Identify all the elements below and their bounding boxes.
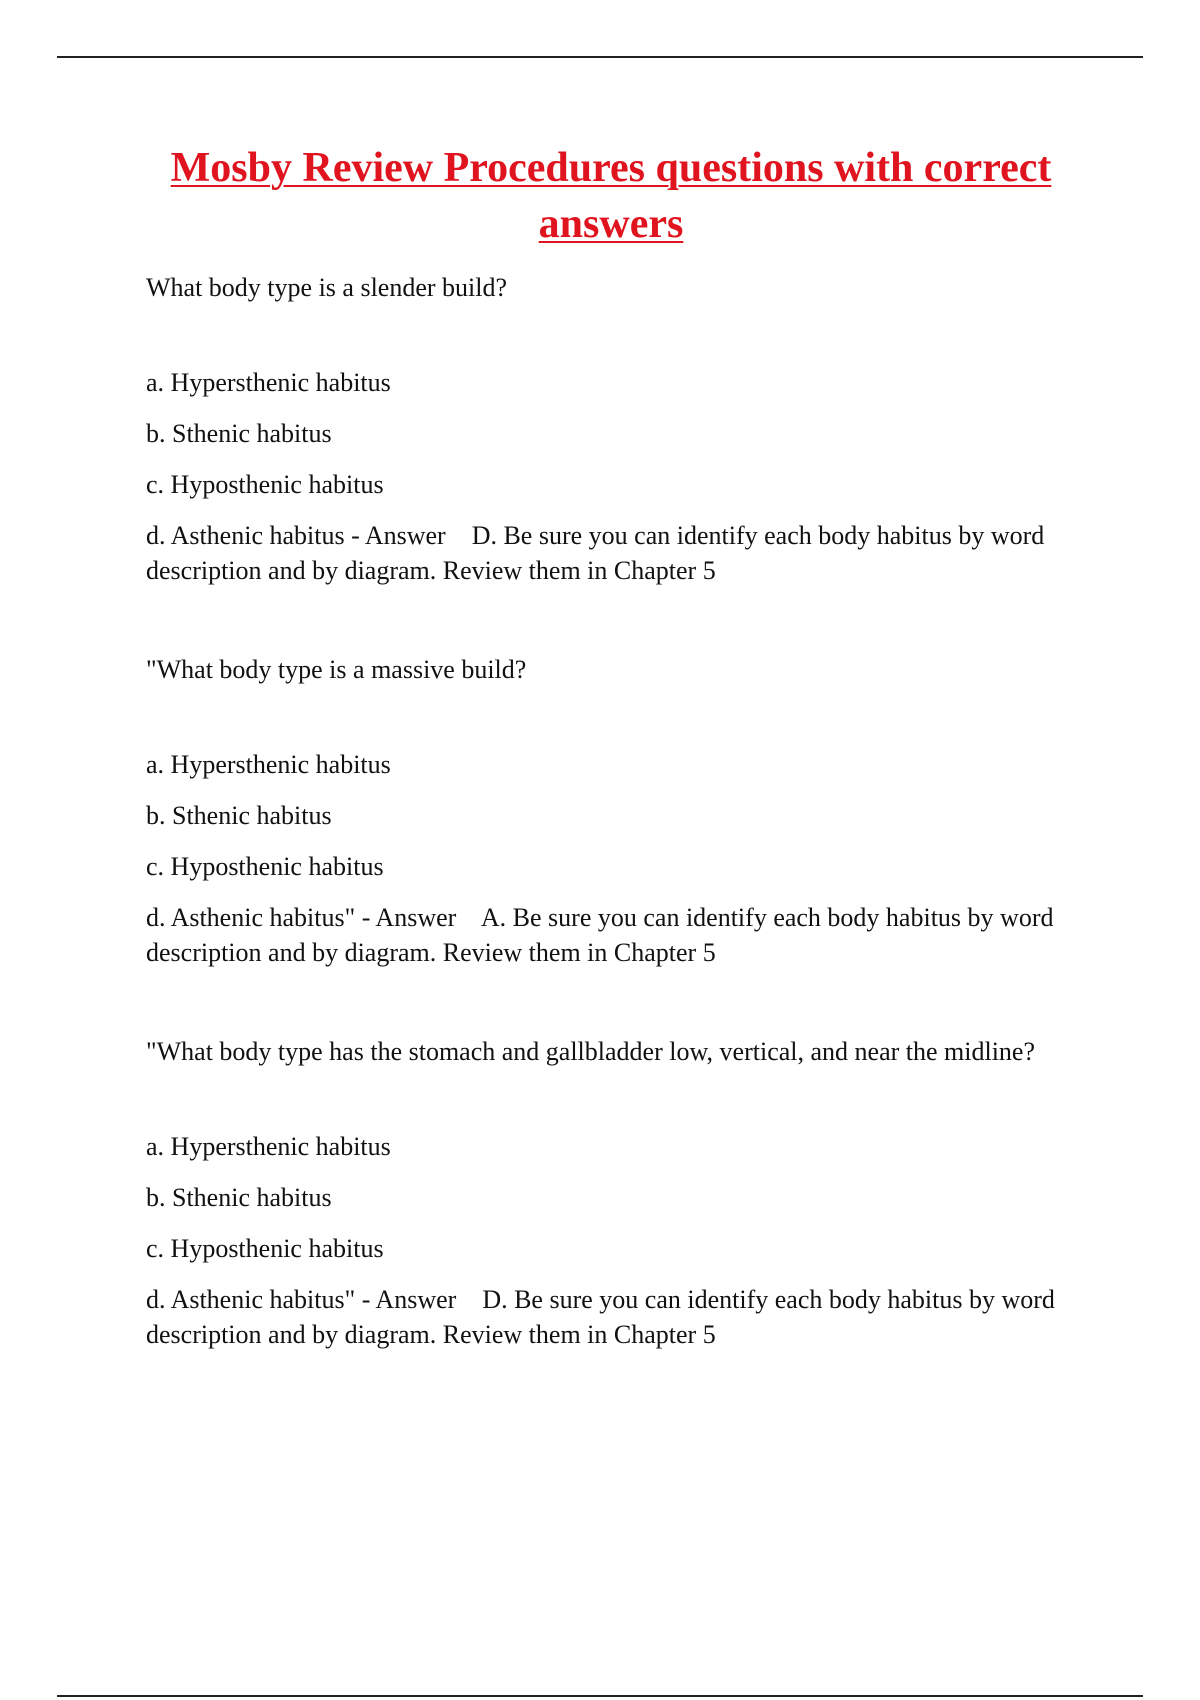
option-d: d. Asthenic habitus" - Answer [146,1285,457,1314]
options-list [146,1129,1076,1352]
option-c: c. Hyposthenic habitus [146,1234,384,1263]
answer-text: D. Be sure you can identify each body habitus by word description and by diagram. Review them in Chapter 5 [146,1285,1055,1349]
question-text: What body type is a slender build? [146,273,508,302]
bottom-rule [57,1695,1143,1697]
question-text: "What body type has the stomach and gallbladder low, vertical, and near the midline? [146,1037,1036,1066]
question-text: "What body type is a massive build? [146,655,527,684]
option-a: a. Hypersthenic habitus [146,368,391,397]
option-b: b. Sthenic habitus [146,1183,332,1212]
option-d-with-answer [146,900,1076,970]
question-3 [146,1034,1076,1352]
option-d-with-answer [146,518,1076,588]
option-a: a. Hypersthenic habitus [146,750,391,779]
document-body [146,140,1076,1352]
option-d: d. Asthenic habitus" - Answer [146,903,457,932]
option-d: d. Asthenic habitus - Answer [146,521,446,550]
document-title: Mosby Review Procedures questions with correct answers [170,145,1052,247]
option-d-with-answer [146,1282,1076,1352]
option-c: c. Hyposthenic habitus [146,852,384,881]
answer-text: A. Be sure you can identify each body habitus by word description and by diagram. Review them in Chapter 5 [146,903,1054,967]
answer-text: D. Be sure you can identify each body habitus by word description and by diagram. Review them in Chapter 5 [146,521,1045,585]
question-2 [146,652,1076,970]
option-a: a. Hypersthenic habitus [146,1132,391,1161]
options-list [146,747,1076,970]
top-rule [57,56,1143,58]
options-list [146,365,1076,588]
option-c: c. Hyposthenic habitus [146,470,384,499]
option-b: b. Sthenic habitus [146,801,332,830]
question-1 [146,270,1076,588]
option-b: b. Sthenic habitus [146,419,332,448]
